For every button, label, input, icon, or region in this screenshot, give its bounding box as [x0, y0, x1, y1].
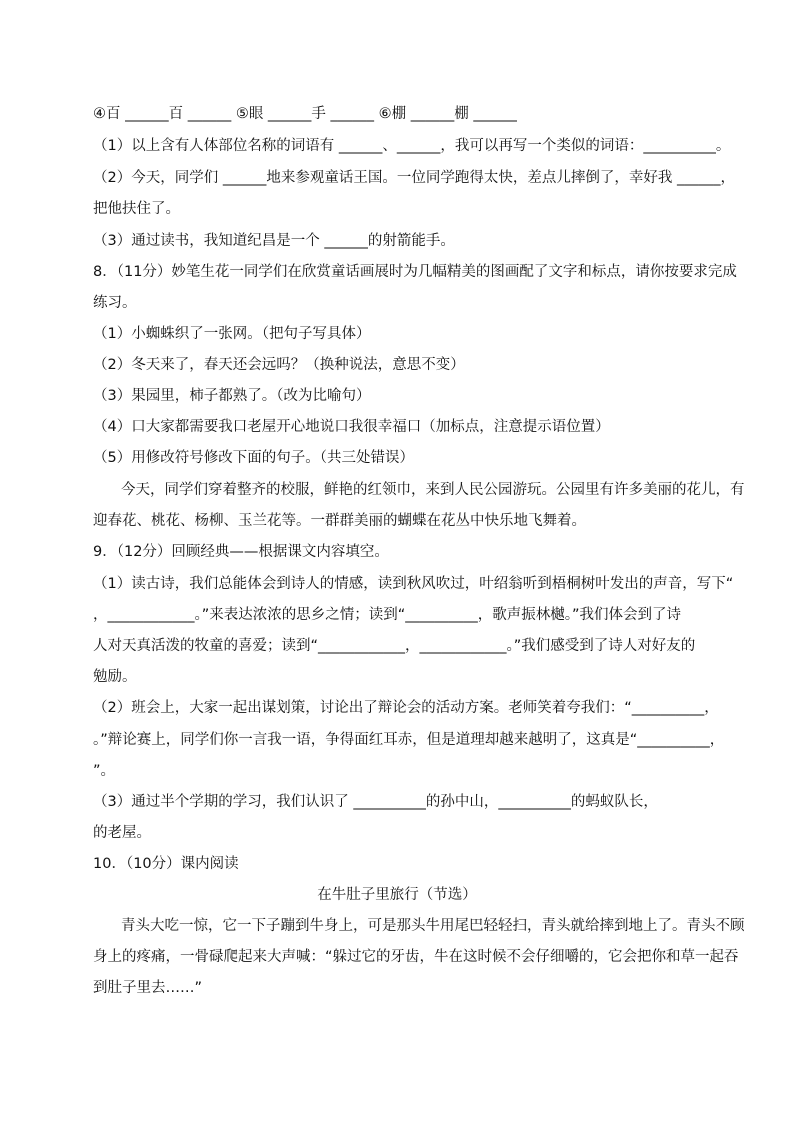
- edit-passage-line-1: 今天，同学们穿着整齐的校服，鲜艳的红领巾，来到人民公园游玩。公园里有许多美丽的花儿，有: [121, 482, 745, 498]
- question-9-2-cont-1: 。”辩论赛上，同学们你一言我一语，争得面红耳赤，但是道理却越来越明了，这真是“__________，: [93, 732, 725, 748]
- question-9-3: （3）通过半个学期的学习，我们认识了 __________的孙中山，__________的蚂蚁队长，: [93, 794, 658, 810]
- passage-line-3: 到肚子里去……”: [93, 980, 203, 996]
- question-9-1-cont-3: 勉励。: [93, 669, 137, 685]
- question-8-1: （1）小蜘蛛织了一张网。（把句子写具体）: [93, 326, 371, 342]
- question-7-2: （2）今天，同学们 ______地来参观童话王国。一位同学跑得太快，差点儿摔倒了，幸好我 ______，: [93, 170, 735, 186]
- edit-passage-line-2: 迎春花、桃花、杨柳、玉兰花等。一群群美丽的蝴蝶在花丛中快乐地飞舞着。: [93, 513, 586, 529]
- passage-line-2: 身上的疼痛，一骨碌爬起来大声喊：“躲过它的牙齿，牛在这时候不会仔细嚼的，它会把你和草一起吞: [93, 949, 739, 965]
- question-8-heading-cont: 练习。: [93, 295, 137, 311]
- question-9-2-cont-2: ”。: [93, 763, 116, 779]
- passage-title: 在牛肚子里旅行（节选）: [317, 887, 477, 903]
- question-8-3: （3）果园里，柿子都熟了。（改为比喻句）: [93, 388, 371, 404]
- question-8-heading: 8．（11分）妙笔生花一同学们在欣赏童话画展时为几幅精美的图画配了文字和标点，请你按要求完成: [93, 264, 737, 280]
- passage-line-1: 青头大吃一惊，它一下子蹦到牛身上，可是那头牛用尾巴轻轻扫，青头就给摔到地上了。青头不顾: [121, 918, 745, 934]
- question-10-heading: 10．（10分）课内阅读: [93, 856, 239, 872]
- question-8-2: （2）冬天来了，春天还会远吗？（换种说法，意思不变）: [93, 357, 465, 373]
- question-7-3: （3）通过读书，我知道纪昌是一个 ______的射箭能手。: [93, 233, 455, 249]
- question-9-3-cont: 的老屋。: [93, 825, 151, 841]
- question-9-1: （1）读古诗，我们总能体会到诗人的情感，读到秋风吹过，叶绍翁听到梧桐树叶发出的声音，写下“: [93, 576, 734, 592]
- question-8-5: （5）用修改符号修改下面的句子。（共三处错误）: [93, 450, 414, 466]
- question-7-1: （1）以上含有人体部位名称的词语有 ______、______，我可以再写一个类似的词语：__________。: [93, 138, 731, 154]
- question-9-heading: 9．（12分）回顾经典——根据课文内容填空。: [93, 544, 389, 560]
- question-9-1-cont-1: ，____________。”来表达浓浓的思乡之情；读到“__________，歌声振林樾。”我们体会到了诗: [93, 607, 682, 623]
- word-fill-row-4-6: ④百 ______百 ______ ⑤眼 ______手 ______ ⑥棚 ______棚 ______: [93, 106, 517, 122]
- question-8-4: （4）口大家都需要我口老屋开心地说口我很幸福口（加标点，注意提示语位置）: [93, 419, 610, 435]
- question-9-1-cont-2: 人对天真活泼的牧童的喜爱；读到“____________，____________。”我们感受到了诗人对好友的: [93, 638, 696, 654]
- question-9-2: （2）班会上，大家一起出谋划策，讨论出了辩论会的活动方案。老师笑着夸我们：“__________，: [93, 700, 719, 716]
- question-7-2-cont: 把他扶住了。: [93, 201, 180, 217]
